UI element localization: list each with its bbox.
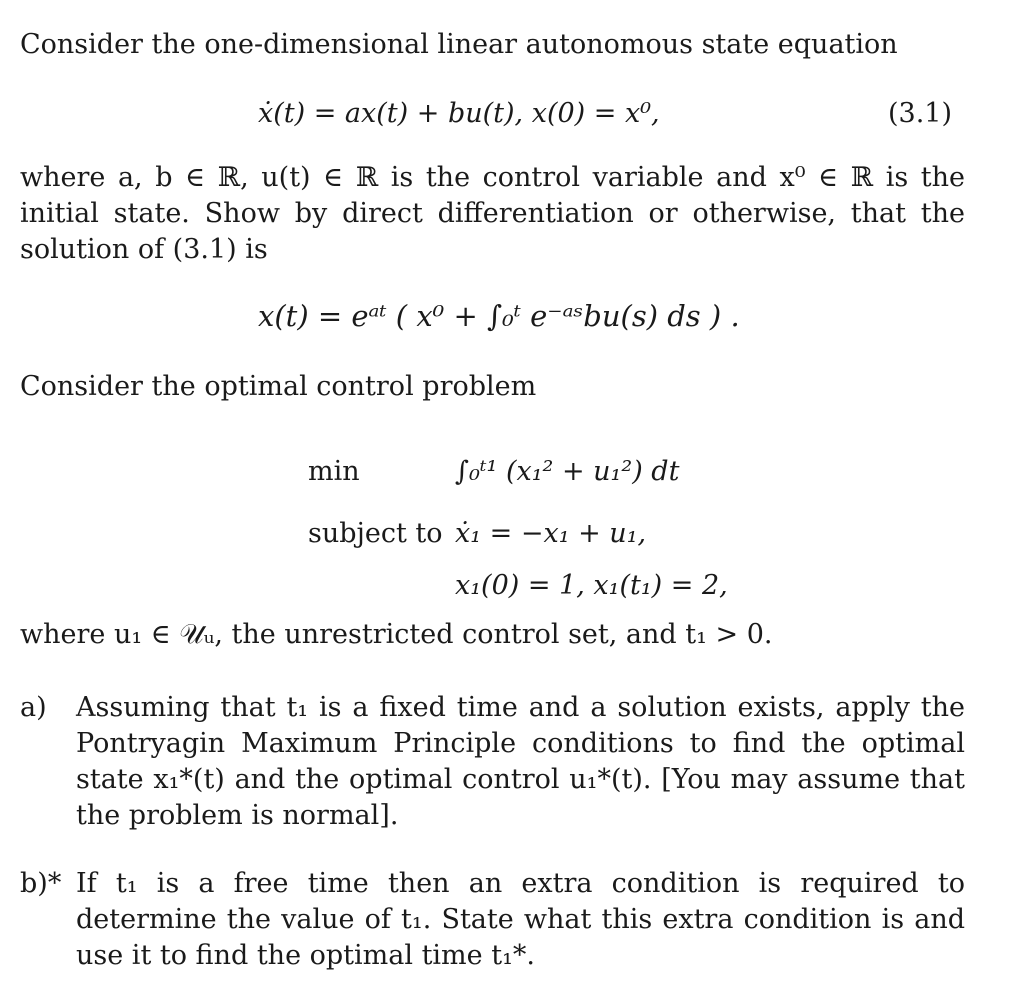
part-b xyxy=(20,866,965,986)
state-equation: ẋ(t) = ax(t) + bu(t), x(0) = x⁰, xyxy=(258,98,660,129)
subject-to-label: subject to xyxy=(308,518,443,549)
part-a-label: a) xyxy=(20,692,47,723)
objective-integral: ∫₀ᵗ¹ (x₁² + u₁²) dt xyxy=(455,456,680,487)
equation-number: (3.1) xyxy=(888,98,953,129)
part-b-label: b)* xyxy=(20,868,62,899)
where-paragraph: where a, b ∈ ℝ, u(t) ∈ ℝ is the control variable and x⁰ ∈ ℝ is the initial state. Show by direct differentiation or otherwise, that the solution of (3.1) is xyxy=(20,162,965,265)
part-b-text: If t₁ is a free time then an extra condition is required to determine the value of t₁. State what this extra condition is and use it to find the optimal time t₁*. xyxy=(76,868,965,971)
where-u1-text: where u₁ ∈ 𝒰ᵤ, the unrestricted control set, and t₁ > 0. xyxy=(20,619,773,650)
intro-text: Consider the one-dimensional linear autonomous state equation xyxy=(20,29,898,60)
ocp-intro-text: Consider the optimal control problem xyxy=(20,371,537,402)
dynamics-constraint: ẋ₁ = −x₁ + u₁, xyxy=(455,518,647,549)
solution-equation: x(t) = eᵃᵗ ( x⁰ + ∫₀ᵗ e⁻ᵃˢbu(s) ds ) . xyxy=(258,299,740,333)
part-a-text: Assuming that t₁ is a fixed time and a solution exists, apply the Pontryagin Maximum Principle conditions to find the optimal state x₁*(t) and the optimal control u₁*(t). [You may assume that the problem is normal]. xyxy=(76,692,965,831)
boundary-conditions: x₁(0) = 1, x₁(t₁) = 2, xyxy=(455,570,728,601)
part-a xyxy=(20,690,965,840)
min-label: min xyxy=(308,456,360,487)
